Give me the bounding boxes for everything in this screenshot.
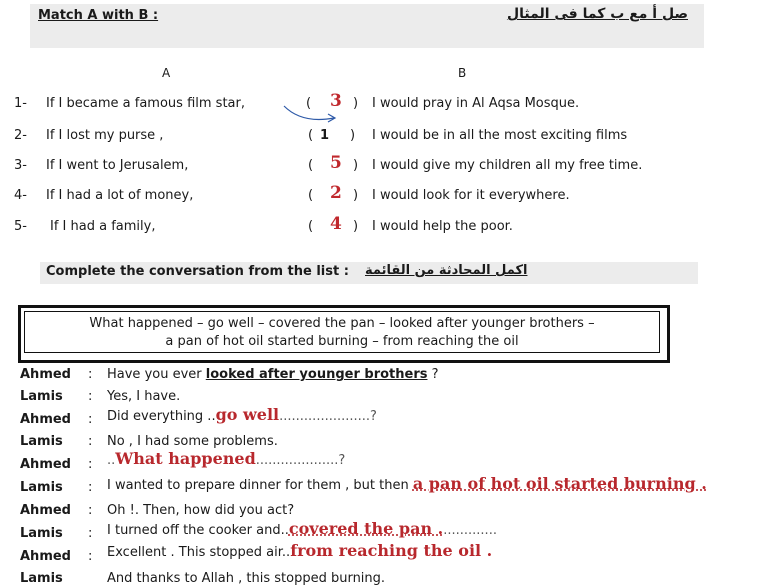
answer-fill: a pan of hot oil started burning . bbox=[412, 474, 707, 493]
line-text: ....................? bbox=[255, 453, 346, 468]
dialogue-line: Oh !. Then, how did you act? bbox=[107, 503, 295, 518]
dialogue-line: Yes, I have. bbox=[107, 389, 181, 404]
row-answer: 1 bbox=[320, 128, 330, 143]
dialogue-line bbox=[107, 519, 497, 538]
column-a-heading: A bbox=[162, 66, 171, 80]
line-text: .. bbox=[107, 453, 116, 468]
dialogue-colon: : bbox=[88, 526, 93, 541]
dialogue-line bbox=[107, 474, 707, 493]
line-text: I turned off the cooker and.. bbox=[107, 523, 289, 538]
dialogue-speaker: Ahmed bbox=[20, 367, 71, 382]
dialogue-colon: : bbox=[88, 457, 93, 472]
row-a-text: If I lost my purse , bbox=[46, 128, 164, 143]
close-paren: ) bbox=[353, 219, 359, 234]
close-paren: ) bbox=[350, 128, 356, 143]
row-number: 3- bbox=[14, 158, 27, 173]
dialogue-speaker: Lamis bbox=[20, 389, 63, 404]
dialogue-line: And thanks to Allah , this stopped burning. bbox=[107, 571, 386, 586]
line-text: Did everything .. bbox=[107, 409, 216, 424]
line-text: ? bbox=[427, 367, 439, 382]
open-paren: ( bbox=[308, 158, 314, 173]
open-paren: ( bbox=[306, 96, 312, 111]
answer-fill: looked after younger brothers bbox=[205, 367, 428, 382]
row-a-text: If I became a famous film star, bbox=[46, 96, 245, 111]
section1-title: Match A with B : bbox=[38, 8, 159, 23]
section1-title-arabic: صل أ مع ب كما فى المثال bbox=[506, 6, 688, 22]
dialogue-speaker: Lamis bbox=[20, 434, 63, 449]
dialogue-colon: : bbox=[88, 412, 93, 427]
dialogue-colon: : bbox=[88, 480, 93, 495]
section2-title: Complete the conversation from the list : bbox=[46, 264, 349, 279]
answer-fill: go well bbox=[215, 405, 280, 424]
dialogue-speaker: Lamis bbox=[20, 480, 63, 495]
row-number: 2- bbox=[14, 128, 27, 143]
dialogue-line bbox=[107, 449, 345, 468]
row-answer: 5 bbox=[330, 153, 342, 173]
dialogue-colon: : bbox=[88, 549, 93, 564]
row-number: 5- bbox=[14, 219, 27, 234]
row-b-text: I would give my children all my free time. bbox=[372, 158, 643, 173]
word-list-line-2: a pan of hot oil started burning – from reaching the oil bbox=[165, 334, 519, 349]
open-paren: ( bbox=[308, 128, 314, 143]
answer-fill: covered the pan . bbox=[288, 519, 444, 538]
row-number: 1- bbox=[14, 96, 27, 111]
line-text: Excellent . This stopped air.. bbox=[107, 545, 291, 560]
dialogue-speaker: Ahmed bbox=[20, 549, 71, 564]
dialogue-speaker: Lamis bbox=[20, 526, 63, 541]
row-b-text: I would pray in Al Aqsa Mosque. bbox=[372, 96, 580, 111]
dialogue-colon: : bbox=[88, 503, 93, 518]
open-paren: ( bbox=[308, 188, 314, 203]
row-b-text: I would help the poor. bbox=[372, 219, 513, 234]
dialogue-colon: : bbox=[88, 389, 93, 404]
dialogue-colon: : bbox=[88, 367, 93, 382]
row-answer: 3 bbox=[330, 91, 342, 111]
dialogue-colon: : bbox=[88, 434, 93, 449]
dialogue-speaker: Ahmed bbox=[20, 412, 71, 427]
column-b-heading: B bbox=[458, 66, 467, 80]
row-answer: 2 bbox=[330, 183, 342, 203]
row-answer: 4 bbox=[330, 214, 342, 234]
dialogue-line bbox=[107, 541, 492, 560]
answer-fill: What happened bbox=[115, 449, 256, 468]
line-text: Have you ever bbox=[107, 367, 206, 382]
row-a-text: If I went to Jerusalem, bbox=[46, 158, 189, 173]
open-paren: ( bbox=[308, 219, 314, 234]
section2-title-arabic: اكمل المحادثة من القائمة bbox=[365, 263, 528, 278]
row-b-text: I would look for it everywhere. bbox=[372, 188, 570, 203]
close-paren: ) bbox=[353, 158, 359, 173]
row-a-text: If I had a family, bbox=[50, 219, 156, 234]
dialogue-line bbox=[107, 405, 377, 424]
line-text: ......................? bbox=[279, 409, 377, 424]
line-text: ............. bbox=[443, 523, 497, 538]
close-paren: ) bbox=[353, 96, 359, 111]
word-list-line-1: What happened – go well – covered the pan – looked after younger brothers – bbox=[89, 316, 595, 331]
dialogue-speaker: Ahmed bbox=[20, 503, 71, 518]
close-paren: ) bbox=[353, 188, 359, 203]
row-b-text: I would be in all the most exciting films bbox=[372, 128, 628, 143]
row-number: 4- bbox=[14, 188, 27, 203]
answer-fill: from reaching the oil . bbox=[290, 541, 493, 560]
dialogue-speaker: Ahmed bbox=[20, 457, 71, 472]
dialogue-line: No , I had some problems. bbox=[107, 434, 278, 449]
row-a-text: If I had a lot of money, bbox=[46, 188, 194, 203]
line-text: I wanted to prepare dinner for them , but then bbox=[107, 478, 413, 493]
dialogue-speaker: Lamis bbox=[20, 571, 63, 586]
dialogue-line bbox=[107, 367, 439, 382]
